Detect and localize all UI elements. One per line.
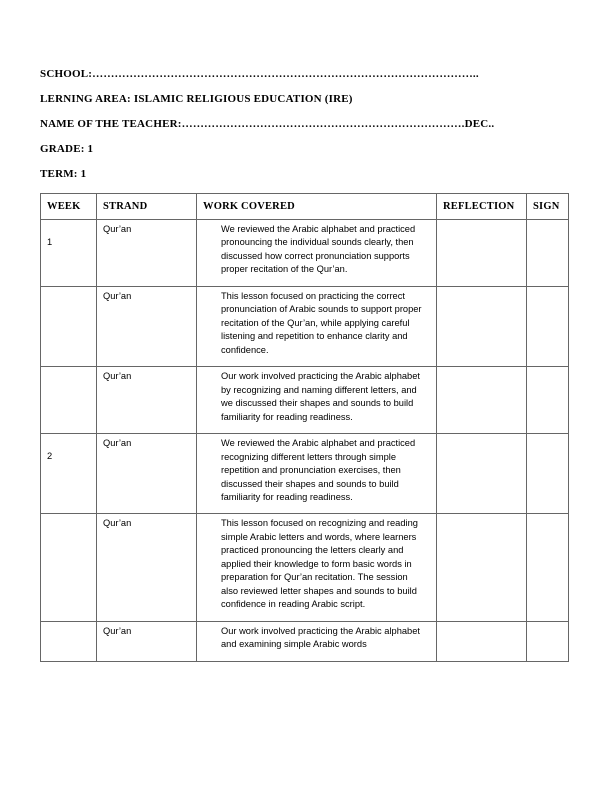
week-cell: [41, 367, 97, 434]
sign-cell: [527, 286, 569, 366]
col-header-reflection: REFLECTION: [437, 194, 527, 220]
teacher-name-line: NAME OF THE TEACHER:………………………………………………………………….DEC..: [40, 118, 495, 130]
table-row: [41, 220, 569, 287]
work-covered-cell: We reviewed the Arabic alphabet and practiced recognizing different letters through simple repetition and pronunciation exercises, then discussed their shapes and sounds to build familiarity for reading readiness.: [197, 434, 437, 514]
table-header-row: [41, 194, 569, 220]
table-row: [41, 286, 569, 366]
reflection-cell: [437, 286, 527, 366]
table-row: [41, 621, 569, 661]
strand-cell: Qur’an: [97, 514, 197, 621]
strand-cell: Qur’an: [97, 434, 197, 514]
sign-cell: [527, 367, 569, 434]
learning-area-line: LERNING AREA: ISLAMIC RELIGIOUS EDUCATION (IRE): [40, 93, 353, 105]
work-covered-cell: This lesson focused on practicing the correct pronunciation of Arabic sounds to support proper recitation of the Qur’an, while applying careful listening and repetition to enhance clarity and confidence.: [197, 286, 437, 366]
col-header-week: WEEK: [41, 194, 97, 220]
strand-cell: Qur’an: [97, 621, 197, 661]
school-line: SCHOOL:…………………………………………………………………………………………..: [40, 68, 479, 80]
work-covered-cell: We reviewed the Arabic alphabet and practiced pronouncing the individual sounds clearly, then discussed how correct pronunciation supports proper recitation of the Qur’an.: [197, 220, 437, 287]
work-covered-cell: This lesson focused on recognizing and reading simple Arabic letters and words, where learners practiced pronouncing the letters clearly and applied their knowledge to form basic words in preparation for Qur’an recitation. The session also reviewed letter shapes and sounds to build confidence in reading Arabic script.: [197, 514, 437, 621]
reflection-cell: [437, 367, 527, 434]
table-row: [41, 367, 569, 434]
sign-cell: [527, 514, 569, 621]
reflection-cell: [437, 514, 527, 621]
sign-cell: [527, 434, 569, 514]
strand-cell: Qur’an: [97, 367, 197, 434]
scheme-of-work-table: [40, 193, 569, 662]
reflection-cell: [437, 434, 527, 514]
col-header-strand: STRAND: [97, 194, 197, 220]
strand-cell: Qur’an: [97, 286, 197, 366]
sign-cell: [527, 220, 569, 287]
work-covered-cell: Our work involved practicing the Arabic alphabet and examining simple Arabic words: [197, 621, 437, 661]
table-row: [41, 434, 569, 514]
grade-line: GRADE: 1: [40, 143, 94, 155]
week-cell: [41, 621, 97, 661]
week-cell: 1: [41, 220, 97, 287]
week-cell: [41, 514, 97, 621]
sign-cell: [527, 621, 569, 661]
reflection-cell: [437, 220, 527, 287]
week-cell: [41, 286, 97, 366]
strand-cell: Qur’an: [97, 220, 197, 287]
week-cell: 2: [41, 434, 97, 514]
reflection-cell: [437, 621, 527, 661]
col-header-work-covered: WORK COVERED: [197, 194, 437, 220]
col-header-sign: SIGN: [527, 194, 569, 220]
term-line: TERM: 1: [40, 168, 87, 180]
work-covered-cell: Our work involved practicing the Arabic alphabet by recognizing and naming different letters, and we discussed their shapes and sounds to build familiarity for reading readiness.: [197, 367, 437, 434]
table-row: [41, 514, 569, 621]
